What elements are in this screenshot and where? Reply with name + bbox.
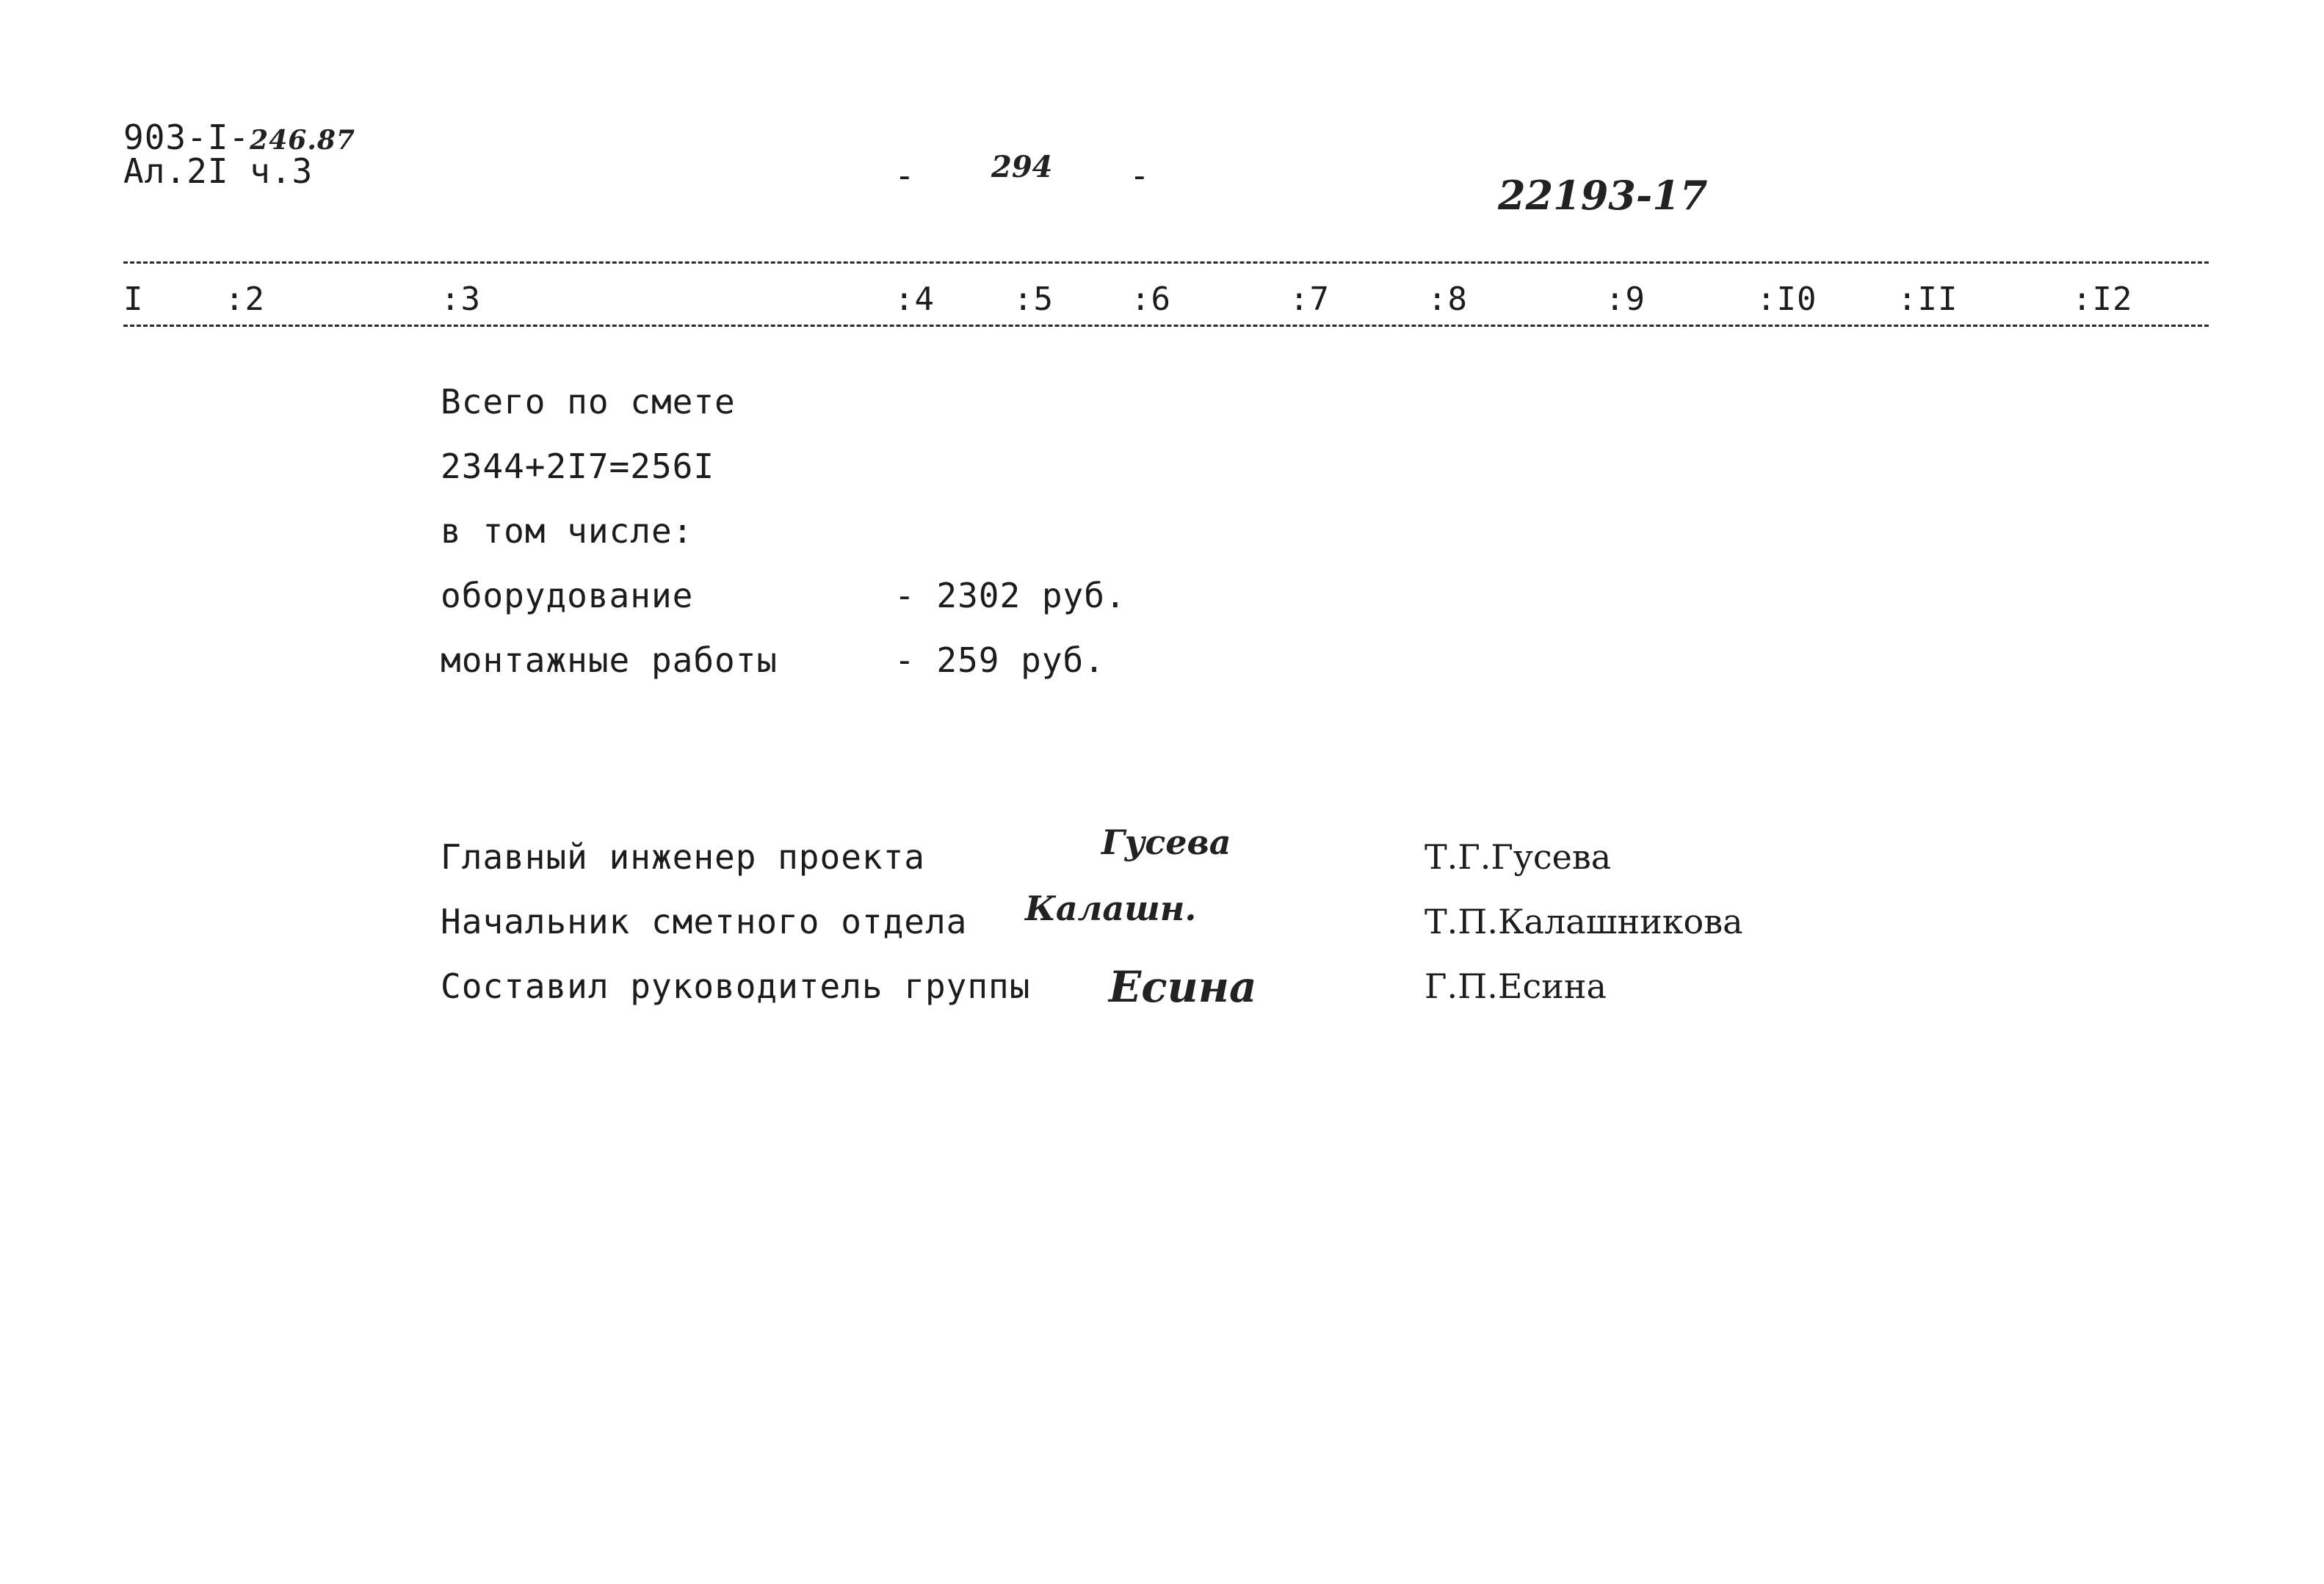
signature-mark-group-leader: Есина: [1109, 962, 1257, 1012]
column-number: :2: [225, 281, 265, 318]
column-number: :9: [1605, 281, 1646, 318]
document-code-handwritten: 246.87: [250, 125, 355, 156]
signature-mark-chief-engineer: Гусева: [1101, 822, 1231, 862]
page-dash-left: -: [894, 156, 916, 195]
table-bottom-rule: [123, 325, 2209, 327]
column-number: :4: [894, 281, 935, 318]
estimate-total-label: Всего по смете: [441, 382, 736, 422]
table-top-rule: [123, 261, 2209, 264]
column-number: :I2: [2072, 281, 2133, 318]
signature-role-group-leader: Составил руководитель группы: [441, 966, 1031, 1006]
signature-name-chief-engineer: Т.Г.Гусева: [1425, 837, 1612, 877]
signature-role-estimate-head: Начальник сметного отдела: [441, 902, 968, 941]
column-number: I: [123, 281, 144, 318]
estimate-total-formula: 2344+2I7=256I: [441, 446, 715, 486]
document-code-typed: 903-I-: [123, 117, 250, 157]
column-number: :5: [1013, 281, 1054, 318]
page-dash-right: -: [1129, 156, 1151, 195]
column-number: :7: [1289, 281, 1330, 318]
column-number: :I0: [1756, 281, 1817, 318]
signature-name-estimate-head: Т.П.Калашникова: [1425, 902, 1743, 941]
column-number: :8: [1427, 281, 1468, 318]
document-number: 22193-17: [1498, 172, 1708, 219]
installation-amount: - 259 руб.: [894, 640, 1105, 680]
column-number: :3: [441, 281, 481, 318]
equipment-label: оборудование: [441, 576, 694, 615]
signature-name-group-leader: Г.П.Есина: [1425, 966, 1607, 1006]
column-number: :6: [1131, 281, 1171, 318]
installation-label: монтажные работы: [441, 640, 778, 680]
album-part-label: Ал.2I ч.3: [123, 151, 314, 191]
signature-mark-estimate-head: Калашн.: [1025, 889, 1197, 928]
page-number: 294: [991, 150, 1053, 184]
column-number: :II: [1897, 281, 1958, 318]
equipment-amount: - 2302 руб.: [894, 576, 1126, 615]
including-label: в том числе:: [441, 511, 694, 551]
signature-role-chief-engineer: Главный инженер проекта: [441, 837, 925, 877]
